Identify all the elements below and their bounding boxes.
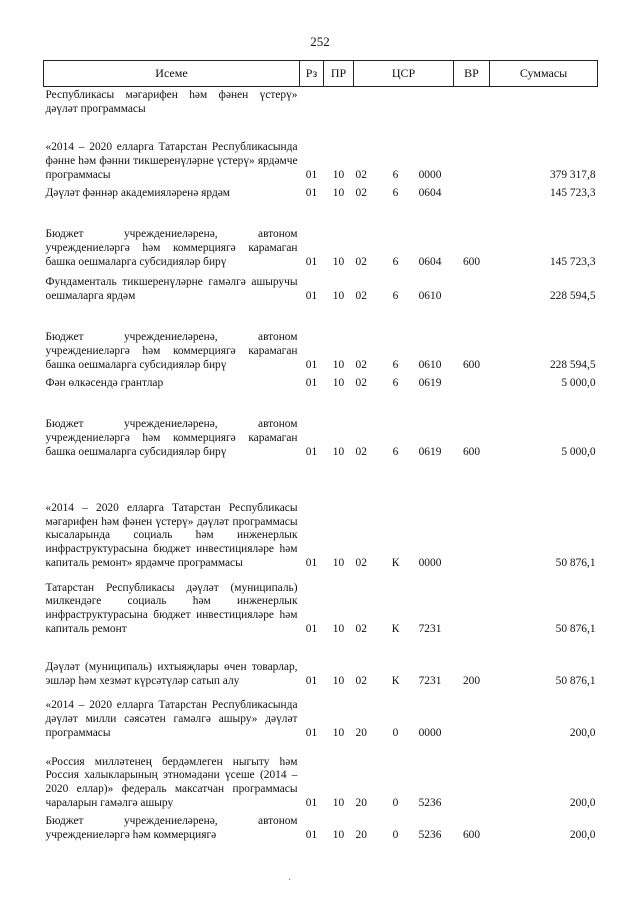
row-csr-subprogram xyxy=(385,87,407,121)
table-row xyxy=(44,376,598,394)
page-number: 252 xyxy=(310,34,330,49)
row-csr-direction: 0610 xyxy=(418,358,442,371)
row-csr-direction xyxy=(407,87,454,121)
row-name: Бюджет учреждениеләренә, автоном учреждениеләргә һәм коммерциягә карамаган башка оешмаларга субсидияләр бирү xyxy=(45,331,298,371)
row-csr-subprogram: 6 xyxy=(392,358,399,371)
table-row xyxy=(44,204,598,273)
table-row xyxy=(44,186,598,204)
row-rz xyxy=(300,87,324,121)
row-vr xyxy=(454,273,490,307)
row-rz: 01 xyxy=(305,358,318,371)
row-vr xyxy=(454,186,490,204)
row-csr-subprogram: К xyxy=(391,622,400,635)
row-pr: 10 xyxy=(332,289,345,302)
row-csr-program: 20 xyxy=(355,726,367,739)
row-name: Дәүләт (муниципаль) ихтыяҗлары өчен товарлар, эшләр һәм хезмәт күрсәтүләр сатып алу xyxy=(45,661,298,687)
row-pr: 10 xyxy=(332,445,345,458)
row-name: «2014 – 2020 елларга Татарстан Республикасы мәгарифен һәм фәнен үстерү» дәүләт программасы кысаларында социаль һәм инженерлык инфраструктурасына бюджет инвестицияләре һәм капиталь ремонт» ярдәмче программасы xyxy=(45,502,298,569)
table-row xyxy=(44,640,598,692)
row-vr: 600 xyxy=(462,255,481,268)
row-csr-direction: 0000 xyxy=(418,726,442,739)
row-csr-subprogram: 0 xyxy=(392,726,399,739)
row-rz: 01 xyxy=(305,255,318,268)
row-name: Бюджет учреждениеләренә, автоном учреждениеләргә һәм коммерциягә xyxy=(45,815,298,841)
row-rz: 01 xyxy=(305,828,318,841)
row-vr xyxy=(454,463,490,574)
row-csr-direction: 0604 xyxy=(418,186,442,199)
row-name: «2014 – 2020 елларга Татарстан Республикасында дәүләт милли сәясәтен гамәлгә ашыру» дәүләт программасы xyxy=(45,699,298,739)
row-sum: 228 594,5 xyxy=(549,358,596,371)
budget-table xyxy=(43,60,598,846)
row-csr-direction: 0604 xyxy=(418,255,442,268)
header-csr: ЦСР xyxy=(354,61,454,87)
row-vr: 200 xyxy=(462,674,481,687)
row-csr-subprogram: К xyxy=(391,556,400,569)
row-sum: 200,0 xyxy=(569,726,596,739)
table-row xyxy=(44,87,598,121)
row-sum: 5 000,0 xyxy=(561,376,596,389)
row-name: Татарстан Республикасы дәүләт (муниципаль) милкендәге социаль һәм инженерлык инфраструктурасына бюджет инвестицияләре һәм капиталь ремонт xyxy=(45,581,298,635)
row-rz: 01 xyxy=(305,556,318,569)
row-csr-program: 02 xyxy=(355,358,367,371)
row-sum: 200,0 xyxy=(569,796,596,809)
row-name: «Россия милләтенең бердәмлеген ныгыту һәм Россия халыкларының этномәдәни үсеше (2014 – 2020 еллар)» федераль максатчан программасы чараларын гамәлгә ашыру xyxy=(45,755,298,809)
header-sum: Суммасы xyxy=(490,61,598,87)
header-pr: ПР xyxy=(324,61,354,87)
row-csr-program: 02 xyxy=(355,376,367,389)
row-csr-subprogram: 6 xyxy=(392,255,399,268)
row-sum: 145 723,3 xyxy=(549,186,596,199)
table-row xyxy=(44,463,598,574)
row-pr xyxy=(324,87,354,121)
row-sum: 145 723,3 xyxy=(549,255,596,268)
row-csr-program: 02 xyxy=(355,186,367,199)
row-sum: 200,0 xyxy=(569,828,596,841)
row-sum: 228 594,5 xyxy=(549,289,596,302)
row-vr: 600 xyxy=(462,358,481,371)
row-rz: 01 xyxy=(305,726,318,739)
row-sum: 50 876,1 xyxy=(555,556,596,569)
row-csr-direction: 7231 xyxy=(418,622,442,635)
row-vr xyxy=(454,87,490,121)
row-csr-subprogram: 6 xyxy=(392,186,399,199)
row-csr-program: 02 xyxy=(355,674,367,687)
row-csr-program: 02 xyxy=(355,168,367,181)
row-name: Фән өлкәсендә грантлар xyxy=(45,376,164,389)
row-sum: 50 876,1 xyxy=(555,622,596,635)
row-csr-program: 20 xyxy=(355,828,367,841)
row-csr-direction: 5236 xyxy=(418,796,442,809)
table-row xyxy=(44,273,598,307)
row-rz: 01 xyxy=(305,186,318,199)
header-rz: Рз xyxy=(300,61,324,87)
row-csr-subprogram: 0 xyxy=(392,796,399,809)
row-pr: 10 xyxy=(332,622,345,635)
row-name: Республикасы мәгарифен һәм фәнен үстерү» дәүләт программасы xyxy=(45,89,298,115)
row-pr: 10 xyxy=(332,674,345,687)
row-csr-program: 20 xyxy=(355,796,367,809)
row-name: Дәүләт фәннәр академияләренә ярдәм xyxy=(45,186,231,199)
table-row xyxy=(44,574,598,640)
row-csr-subprogram: 6 xyxy=(392,445,399,458)
row-csr-direction: 0619 xyxy=(418,376,442,389)
row-name: Бюджет учреждениеләренә, автоном учреждениеләргә һәм коммерциягә карамаган башка оешмаларга субсидияләр бирү xyxy=(45,228,298,268)
row-csr-direction: 5236 xyxy=(418,828,442,841)
row-sum: 379 317,8 xyxy=(549,168,596,181)
row-pr: 10 xyxy=(332,358,345,371)
row-name: Фундаменталь тикшеренүләрне гамәлгә ашыручы оешмаларга ярдәм xyxy=(45,276,298,302)
row-rz: 01 xyxy=(305,168,318,181)
table-row xyxy=(44,814,598,846)
row-csr-subprogram: 0 xyxy=(392,828,399,841)
row-csr-program: 02 xyxy=(355,445,367,458)
row-vr xyxy=(454,744,490,814)
row-pr: 10 xyxy=(332,556,345,569)
row-csr-program: 02 xyxy=(355,556,367,569)
row-vr: 600 xyxy=(462,445,481,458)
row-csr-direction: 0619 xyxy=(418,445,442,458)
row-vr xyxy=(454,376,490,394)
row-pr: 10 xyxy=(332,255,345,268)
row-csr-program: 02 xyxy=(355,255,367,268)
row-pr: 10 xyxy=(332,726,345,739)
row-csr-subprogram: 6 xyxy=(392,376,399,389)
row-pr: 10 xyxy=(332,828,345,841)
row-name: «2014 – 2020 елларга Татарстан Республикасында фәнне һәм фәнни тикшеренүләрне үстерү» ярдәмче программасы xyxy=(45,141,298,181)
row-csr-program: 02 xyxy=(355,289,367,302)
row-vr xyxy=(454,692,490,744)
row-csr-program: 02 xyxy=(355,622,367,635)
row-vr xyxy=(454,120,490,186)
row-csr-subprogram: К xyxy=(391,674,400,687)
row-csr-subprogram: 6 xyxy=(392,168,399,181)
row-sum xyxy=(490,87,598,121)
row-name: Бюджет учреждениеләренә, автоном учреждениеләргә һәм коммерциягә карамаган башка оешмаларга субсидияләр бирү xyxy=(45,418,298,458)
row-rz: 01 xyxy=(305,445,318,458)
row-sum: 50 876,1 xyxy=(555,674,596,687)
row-pr: 10 xyxy=(332,168,345,181)
table-body xyxy=(44,87,598,847)
header-vr: ВР xyxy=(454,61,490,87)
row-rz: 01 xyxy=(305,376,318,389)
row-pr: 10 xyxy=(332,796,345,809)
row-csr-direction: 0610 xyxy=(418,289,442,302)
table-row xyxy=(44,744,598,814)
table-header-row xyxy=(44,61,598,87)
page-mark: · xyxy=(288,875,292,886)
header-name: Исеме xyxy=(44,61,300,87)
row-csr-program xyxy=(354,87,385,121)
row-rz: 01 xyxy=(305,289,318,302)
row-sum: 5 000,0 xyxy=(561,445,596,458)
row-vr: 600 xyxy=(462,828,481,841)
row-rz: 01 xyxy=(305,796,318,809)
row-rz: 01 xyxy=(305,622,318,635)
table-row xyxy=(44,307,598,376)
row-csr-direction: 0000 xyxy=(418,556,442,569)
table-row xyxy=(44,692,598,744)
table-row xyxy=(44,120,598,186)
row-csr-direction: 0000 xyxy=(418,168,442,181)
row-csr-subprogram: 6 xyxy=(392,289,399,302)
row-pr: 10 xyxy=(332,186,345,199)
row-rz: 01 xyxy=(305,674,318,687)
row-vr xyxy=(454,574,490,640)
row-csr-direction: 7231 xyxy=(418,674,442,687)
row-pr: 10 xyxy=(332,376,345,389)
table-row xyxy=(44,394,598,463)
